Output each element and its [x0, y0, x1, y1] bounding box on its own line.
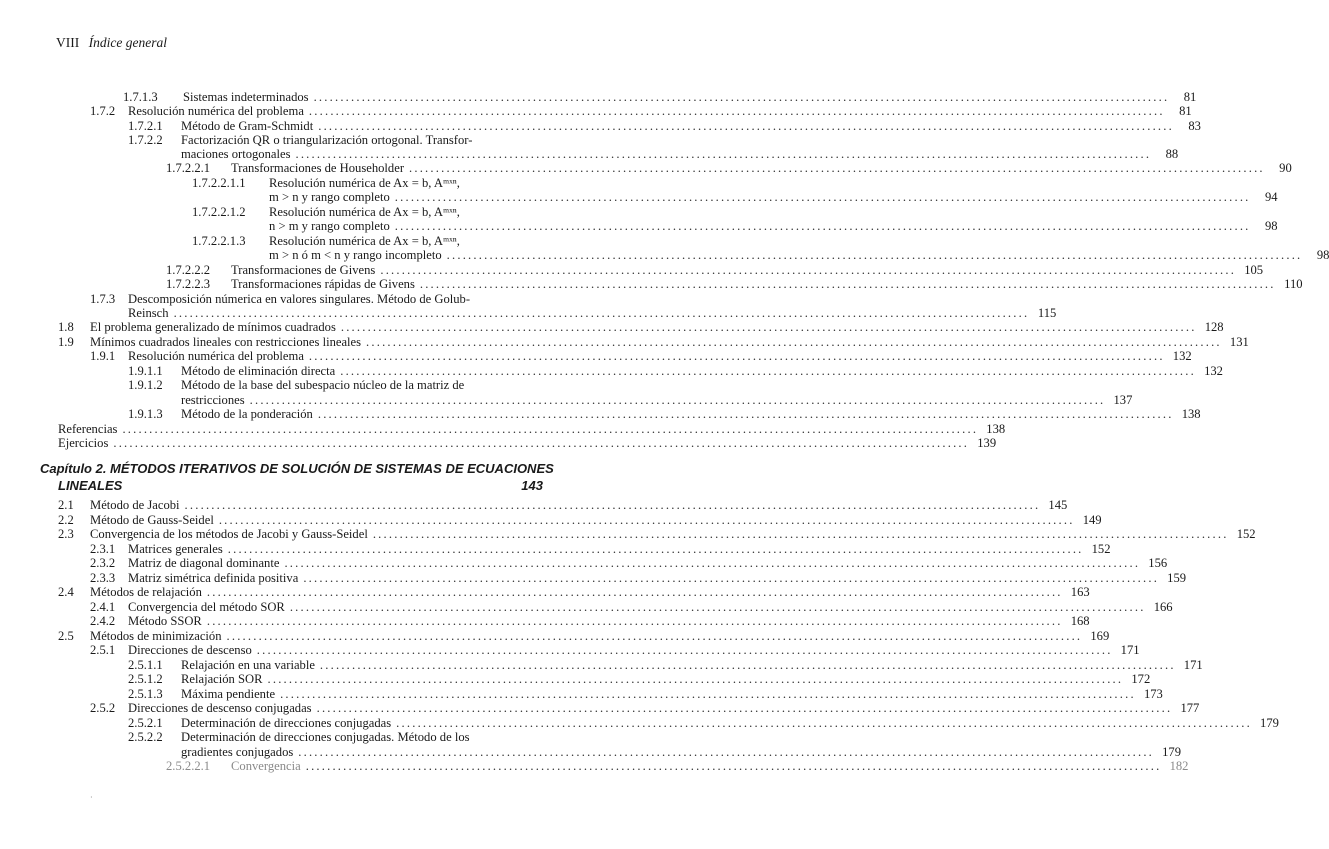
toc-entry-title: Resolución numérica del problema [128, 104, 304, 118]
toc-entry-title: Matriz de diagonal dominante [128, 556, 280, 570]
toc-entry-continuation [128, 306, 1057, 321]
toc-entry-page: 152 [1236, 527, 1256, 541]
toc-entry-title-cont: m > n ó m < n y rango incompleto [269, 248, 442, 262]
toc-entry-number: 2.5.2.2.1 [166, 759, 211, 773]
toc-entry-number: 1.7.2 [90, 104, 116, 118]
toc-entry [58, 320, 1224, 335]
toc-entry-title: Método de Gram-Schmidt [181, 119, 314, 133]
toc-entry-title: Mínimos cuadrados lineales con restricciones lineales [90, 335, 362, 349]
toc-entry [128, 658, 1203, 673]
dot-leader: ................................................................................................................................................................ [303, 571, 1160, 585]
dot-leader: ................................................................................................................................................................ [318, 119, 1174, 133]
toc-entry-number: 2.3.3 [90, 571, 116, 585]
toc-entry-continuation [181, 745, 1182, 760]
toc-entry-page: 145 [1048, 498, 1068, 512]
toc-entry-number: 2.5.2.2 [128, 730, 163, 744]
dot-leader: ................................................................................................................................................................ [446, 248, 1303, 262]
toc-entry-page: 81 [1183, 90, 1197, 104]
toc-entry-title: Direcciones de descenso conjugadas [128, 701, 312, 715]
toc-entry [58, 498, 1068, 513]
dot-leader: ................................................................................................................................................................ [394, 190, 1251, 204]
toc-entry-title: Convergencia del método SOR [128, 600, 285, 614]
toc-entry-number: 2.2 [58, 513, 74, 527]
toc-entry-number: 1.8 [58, 320, 74, 334]
dot-leader: ................................................................................................................................................................ [267, 672, 1124, 686]
toc-entry-page: 115 [1037, 306, 1057, 320]
toc-entry [128, 119, 1201, 134]
dot-leader: ................................................................................................................................................................ [380, 263, 1237, 277]
toc-entry-number: 2.5.1.2 [128, 672, 163, 686]
toc-entry-number: 2.5.2 [90, 701, 116, 715]
toc-entry-number: 2.1 [58, 498, 74, 512]
toc-entry-number: 2.3.1 [90, 542, 116, 556]
dot-leader: ................................................................................................................................................................ [289, 600, 1146, 614]
toc-entry-number: 2.4 [58, 585, 74, 599]
toc-entry-continuation [269, 190, 1278, 205]
dot-leader: ................................................................................................................................................................ [280, 687, 1136, 701]
dot-leader: ................................................................................................................................................................ [396, 716, 1252, 730]
toc-entry [90, 556, 1168, 571]
toc-entry-title: Transformaciones de Householder [231, 161, 405, 175]
toc-entry-page: 94 [1264, 190, 1278, 204]
toc-entry-number: 1.7.2.2.3 [166, 277, 211, 291]
toc-entry-page: 88 [1165, 147, 1179, 161]
toc-entry-number: 2.5 [58, 629, 74, 643]
toc-entry-number: 1.7.2.2 [128, 133, 163, 147]
toc-entry [90, 292, 543, 307]
dot-leader: ................................................................................................................................................................ [284, 556, 1141, 570]
dot-leader: ................................................................................................................................................................ [218, 513, 1075, 527]
toc-entry-title: Resolución numérica de Ax = b, Aᵐˣⁿ, [269, 205, 460, 219]
dot-leader: ................................................................................................................................................................ [308, 349, 1165, 363]
toc-entry [128, 378, 543, 393]
toc-entry-title: Relajación en una variable [181, 658, 315, 672]
scan-mark: · [90, 793, 93, 802]
toc-entry-title-cont: maciones ortogonales [181, 147, 291, 161]
toc-entry-page: 182 [1169, 759, 1189, 773]
toc-entry [90, 614, 1090, 629]
toc-entry-page: 149 [1082, 513, 1102, 527]
toc-entry-number: 1.9.1 [90, 349, 116, 363]
toc-entry [90, 600, 1173, 615]
toc-entry-page: 168 [1070, 614, 1090, 628]
toc-entry-number: 1.9.1.2 [128, 378, 163, 392]
toc-entry-page: 177 [1180, 701, 1200, 715]
toc-entry-title: Descomposición númerica en valores singulares. Método de Golub- [128, 292, 471, 306]
toc-entry [192, 205, 543, 220]
toc-entry-title: Transformaciones rápidas de Givens [231, 277, 415, 291]
dot-leader: ................................................................................................................................................................ [409, 161, 1265, 175]
toc-entry [128, 730, 543, 745]
toc-entry-title: Matriz simétrica definida positiva [128, 571, 299, 585]
toc-entry-title-cont: m > n y rango completo [269, 190, 390, 204]
toc-entry-number: 1.7.2.2.1 [166, 161, 211, 175]
toc-entry-page: 137 [1113, 393, 1133, 407]
toc-entry-page: 166 [1153, 600, 1173, 614]
toc-entry-page: 179 [1260, 716, 1279, 730]
toc-entry-title: El problema generalizado de mínimos cuadrados [90, 320, 336, 334]
toc-entry [58, 585, 1090, 600]
toc-entry-title: Métodos de relajación [90, 585, 202, 599]
dot-leader: ................................................................................................................................................................ [366, 335, 1222, 349]
toc-entry-page: 132 [1172, 349, 1192, 363]
dot-leader: ................................................................................................................................................................ [419, 277, 1276, 291]
toc-entry-page: 81 [1179, 104, 1192, 118]
toc-entry-page: 110 [1284, 277, 1303, 291]
toc-entry-page: 105 [1244, 263, 1264, 277]
toc-entry [166, 759, 1189, 774]
dot-leader: ................................................................................................................................................................ [308, 104, 1165, 118]
dot-leader: ................................................................................................................................................................ [206, 614, 1063, 628]
toc-entry-page: 98 [1316, 248, 1329, 262]
toc-entry-title: Resolución numérica de Ax = b, Aᵐˣⁿ, [269, 234, 460, 248]
toc-entry [58, 513, 1102, 528]
toc-entry-number: 2.4.1 [90, 600, 116, 614]
dot-leader: ................................................................................................................................................................ [340, 320, 1197, 334]
chapter-heading: Capítulo 2. MÉTODOS ITERATIVOS DE SOLUCIÓN DE SISTEMAS DE ECUACIONES [40, 461, 554, 476]
toc-entry-number: 1.7.2.2.2 [166, 263, 211, 277]
dot-leader: ................................................................................................................................................................ [394, 219, 1251, 233]
dot-leader: ................................................................................................................................................................ [184, 498, 1041, 512]
chapter-heading-cont: LINEALES [58, 478, 123, 493]
chapter-page: 143 [521, 478, 543, 493]
toc-entry-title: Método de eliminación directa [181, 364, 336, 378]
toc-entry-page: 131 [1229, 335, 1249, 349]
dot-leader: ................................................................................................................................................................ [227, 542, 1084, 556]
dot-leader: ................................................................................................................................................................ [122, 422, 979, 436]
dot-leader: ................................................................................................................................................................ [206, 585, 1063, 599]
dot-leader: ................................................................................................................................................................ [256, 643, 1113, 657]
toc-entry [128, 716, 1279, 731]
toc-entry-continuation [269, 248, 1329, 263]
toc-entry-title: Ejercicios [58, 436, 109, 450]
toc-entry-title: Método de la base del subespacio núcleo de la matriz de [181, 378, 465, 392]
toc-entry [128, 364, 1223, 379]
toc-entry-title: Sistemas indeterminados [183, 90, 309, 104]
toc-entry-page: 139 [977, 436, 997, 450]
toc-entry [128, 672, 1151, 687]
toc-entry [90, 571, 1187, 586]
toc-entry-number: 1.7.2.2.1.1 [192, 176, 246, 190]
toc-entry-page: 169 [1090, 629, 1110, 643]
dot-leader: ................................................................................................................................................................ [173, 306, 1030, 320]
toc-entry-number: 2.5.1 [90, 643, 116, 657]
toc-entry [192, 176, 543, 191]
toc-entry-title: Resolución numérica de Ax = b, Aᵐˣⁿ, [269, 176, 460, 190]
toc-entry-title: Método SSOR [128, 614, 202, 628]
toc-entry-number: 1.9 [58, 335, 74, 349]
dot-leader: ................................................................................................................................................................ [317, 407, 1174, 421]
toc-entry-page: 138 [1181, 407, 1201, 421]
toc-entry-page: 90 [1279, 161, 1292, 175]
toc-entry-continuation [181, 147, 1179, 162]
toc-entry [166, 277, 1303, 292]
toc-entry-page: 163 [1070, 585, 1090, 599]
toc-entry-continuation [181, 393, 1133, 408]
dot-leader: ................................................................................................................................................................ [372, 527, 1229, 541]
toc-entry-page: 156 [1148, 556, 1168, 570]
toc-entry-page: 83 [1188, 119, 1201, 133]
toc-entry-number: 1.9.1.1 [128, 364, 163, 378]
dot-leader: ................................................................................................................................................................ [113, 436, 970, 450]
dot-leader: ................................................................................................................................................................ [298, 745, 1155, 759]
toc-entry [128, 407, 1201, 422]
dot-leader: ................................................................................................................................................................ [305, 759, 1162, 773]
toc-entry-number: 2.3.2 [90, 556, 116, 570]
toc-entry [58, 422, 1006, 437]
toc-entry-title: Determinación de direcciones conjugadas. Método de los [181, 730, 470, 744]
toc-entry-number: 2.3 [58, 527, 74, 541]
toc-entry [90, 542, 1111, 557]
toc-entry-title: Convergencia [231, 759, 301, 773]
dot-leader: ................................................................................................................................................................ [226, 629, 1083, 643]
toc-entry-title: Método de Gauss-Seidel [90, 513, 214, 527]
toc-entry-title-cont: gradientes conjugados [181, 745, 294, 759]
toc-entry [58, 436, 997, 451]
toc-entry-title: Relajación SOR [181, 672, 263, 686]
toc-entry-title: Determinación de direcciones conjugadas [181, 716, 392, 730]
toc-entry-page: 98 [1264, 219, 1278, 233]
toc-entry-title: Resolución numérica del problema [128, 349, 304, 363]
toc-entry-page: 159 [1167, 571, 1187, 585]
toc-entry [90, 104, 1192, 119]
page-header [56, 35, 167, 51]
toc-entry-page: 171 [1120, 643, 1140, 657]
dot-leader: ................................................................................................................................................................ [340, 364, 1196, 378]
toc-entry [123, 90, 1197, 105]
toc-entry-page: 179 [1162, 745, 1182, 759]
toc-entry-title: Métodos de minimización [90, 629, 222, 643]
toc-entry-number: 2.5.1.3 [128, 687, 163, 701]
toc-entry [192, 234, 543, 249]
toc-entry-title: Método de Jacobi [90, 498, 180, 512]
toc-entry [128, 687, 1163, 702]
dot-leader: ................................................................................................................................................................ [313, 90, 1170, 104]
toc-entry-page: 152 [1091, 542, 1111, 556]
toc-entry-number: 2.5.1.1 [128, 658, 163, 672]
toc-entry-page: 172 [1131, 672, 1151, 686]
toc-entry-title: Transformaciones de Givens [231, 263, 376, 277]
toc-entry [90, 701, 1200, 716]
toc-entry-number: 1.7.1.3 [123, 90, 158, 104]
toc-entry [58, 335, 1249, 350]
toc-entry [58, 527, 1256, 542]
toc-entry-title: Método de la ponderación [181, 407, 313, 421]
toc-entry [90, 349, 1192, 364]
toc-entry-number: 1.7.2.1 [128, 119, 163, 133]
toc-entry-title: Direcciones de descenso [128, 643, 252, 657]
toc-entry-page: 171 [1183, 658, 1203, 672]
dot-leader: ................................................................................................................................................................ [316, 701, 1173, 715]
dot-leader: ................................................................................................................................................................ [249, 393, 1106, 407]
toc-entry-title: Matrices generales [128, 542, 223, 556]
toc-entry-title: Máxima pendiente [181, 687, 276, 701]
running-title: Índice general [88, 35, 167, 50]
toc-entry-page: 132 [1204, 364, 1223, 378]
toc-entry [166, 161, 1292, 176]
toc-entry-title: Factorización QR o triangularización ortogonal. Transfor- [181, 133, 473, 147]
dot-leader: ................................................................................................................................................................ [295, 147, 1152, 161]
page-number: VIII [56, 35, 80, 50]
toc-entry-title-cont: Reinsch [128, 306, 169, 320]
toc-entry [128, 133, 543, 148]
toc-entry-number: 2.5.2.1 [128, 716, 163, 730]
toc-entry-number: 1.9.1.3 [128, 407, 163, 421]
toc-entry-title: Referencias [58, 422, 118, 436]
toc-entry-number: 1.7.2.2.1.2 [192, 205, 246, 219]
toc-entry [90, 643, 1140, 658]
toc-entry-number: 1.7.3 [90, 292, 116, 306]
toc-entry [166, 263, 1264, 278]
toc-entry-page: 138 [986, 422, 1006, 436]
toc-entry [58, 629, 1110, 644]
toc-entry-title-cont: restricciones [181, 393, 245, 407]
toc-entry-title: Convergencia de los métodos de Jacobi y Gauss-Seidel [90, 527, 368, 541]
toc-entry-continuation [269, 219, 1278, 234]
toc-entry-number: 1.7.2.2.1.3 [192, 234, 246, 248]
dot-leader: ................................................................................................................................................................ [319, 658, 1176, 672]
toc-entry-page: 173 [1143, 687, 1163, 701]
toc-entry-page: 128 [1204, 320, 1224, 334]
toc-entry-title-cont: n > m y rango completo [269, 219, 390, 233]
toc-entry-number: 2.4.2 [90, 614, 116, 628]
